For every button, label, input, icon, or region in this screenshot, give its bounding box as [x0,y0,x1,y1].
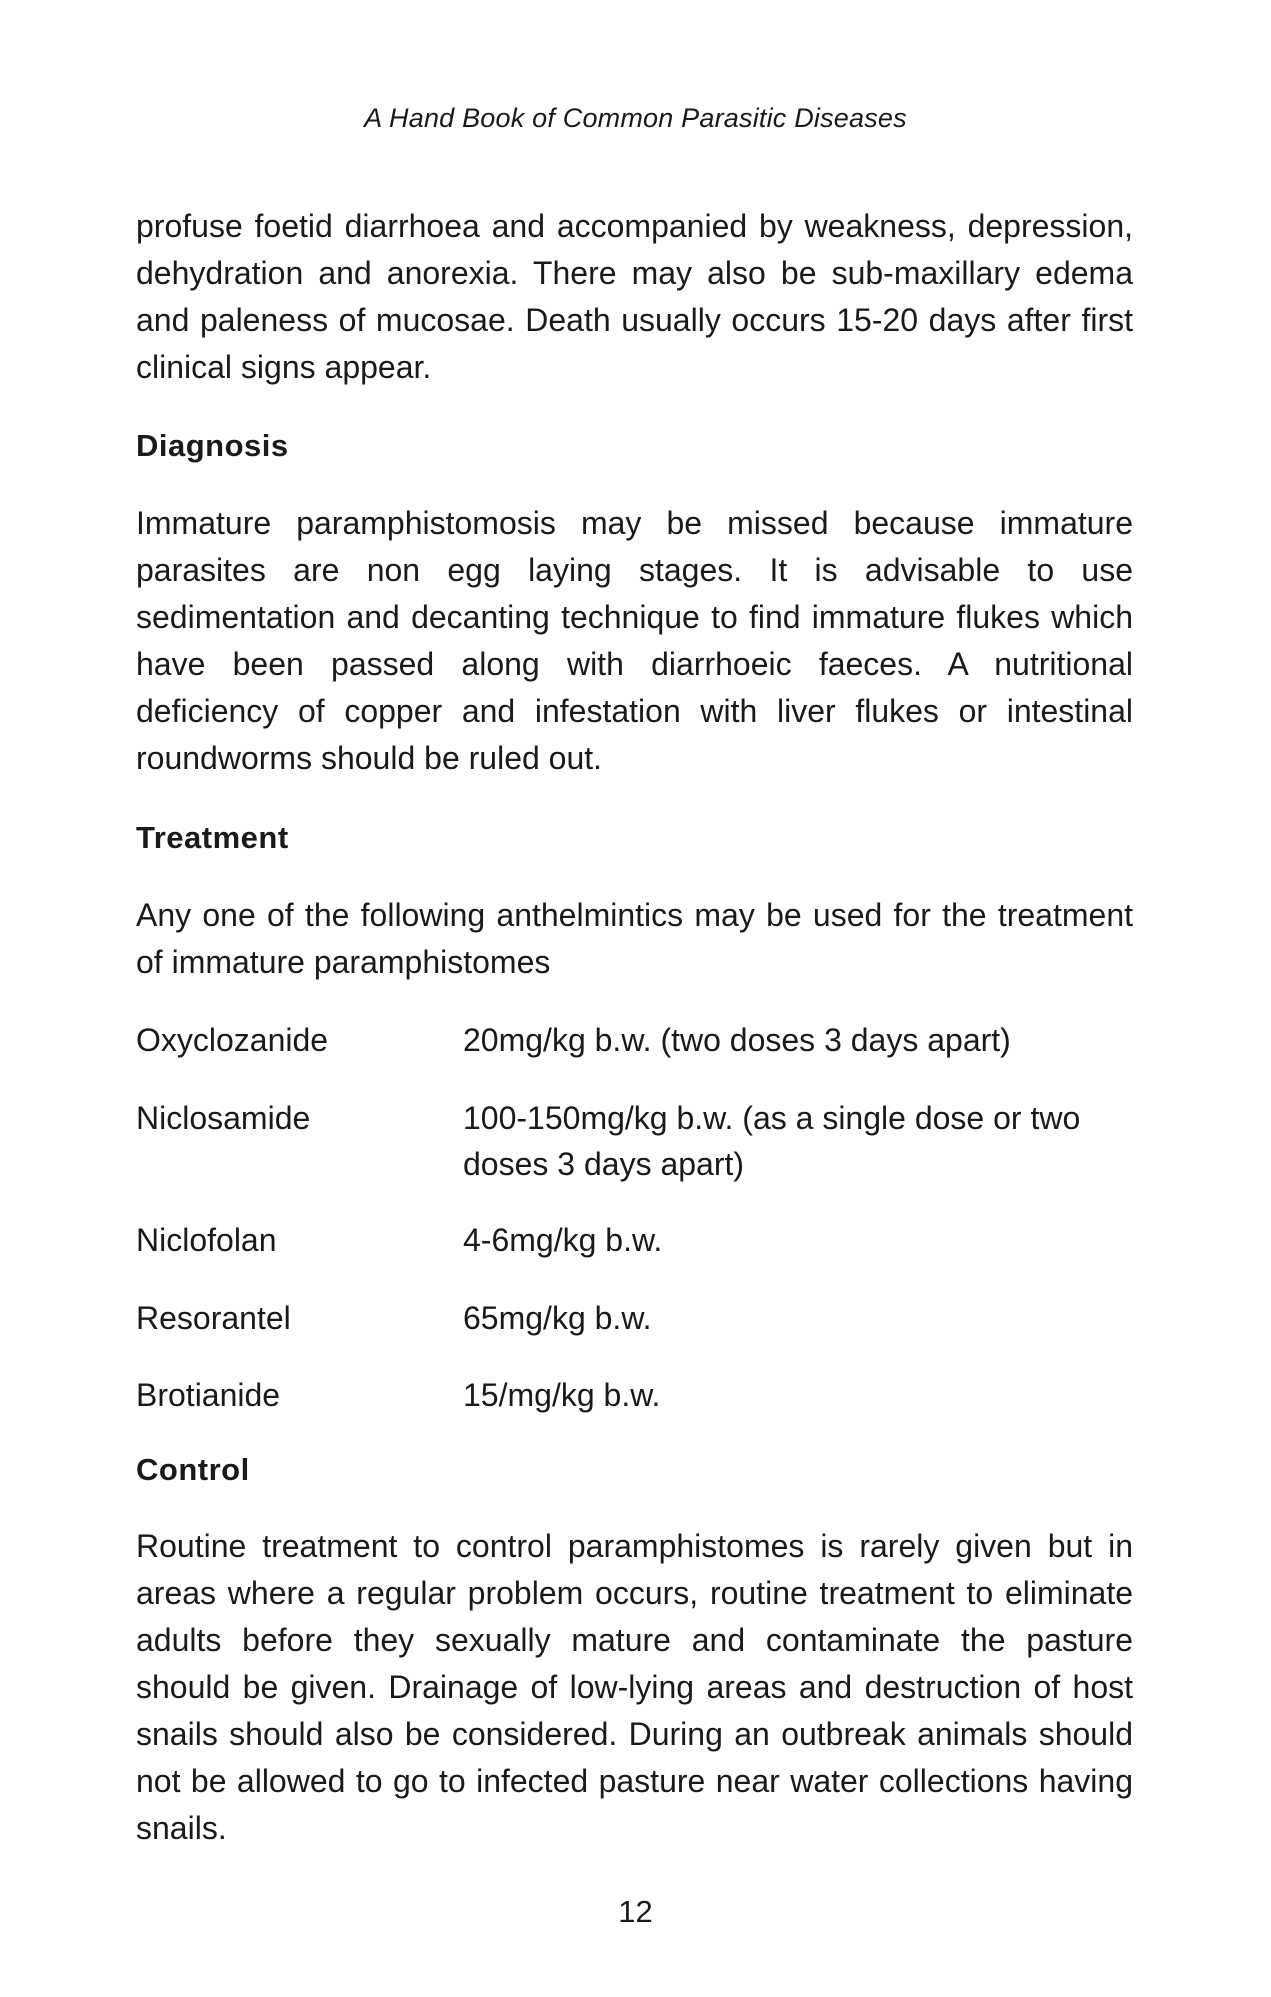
drug-name: Niclofolan [136,1222,277,1258]
control-heading: Control [136,1452,250,1487]
drug-dose: 15/mg/kg b.w. [463,1377,661,1413]
drug-dose: 20mg/kg b.w. (two doses 3 days apart) [463,1022,1011,1058]
drug-name: Resorantel [136,1300,291,1336]
treatment-paragraph: Any one of the following anthelmintics may be used for the treatment of immature paramphistomes [136,897,1133,980]
control-paragraph: Routine treatment to control paramphistomes is rarely given but in areas where a regular problem occurs, routine treatment to eliminate adults before they sexually mature and contaminate the pasture should be given. Drainage of low-lying areas and destruction of host snails should also be considered. During an outbreak animals should not be allowed to go to infected pasture near water collections having snails. [136,1528,1133,1846]
drug-dose: 100-150mg/kg b.w. (as a single dose or two doses 3 days apart) [463,1100,1081,1182]
treatment-heading: Treatment [136,820,289,855]
diagnosis-paragraph: Immature paramphistomosis may be missed because immature parasites are non egg laying stages. It is advisable to use sedimentation and decanting technique to find immature flukes which have been passed along with diarrhoeic faeces. A nutritional deficiency of copper and infestation with liver flukes or intestinal roundworms should be ruled out. [136,505,1133,776]
drug-name: Brotianide [136,1377,281,1413]
running-head: A Hand Book of Common Parasitic Diseases [364,103,907,133]
drug-dose: 4-6mg/kg b.w. [463,1222,663,1258]
intro-paragraph: profuse foetid diarrhoea and accompanied by weakness, depression, dehydration and anorexia. There may also be sub-maxillary edema and paleness of mucosae. Death usually occurs 15-20 days after first clinical signs appear. [136,208,1133,385]
drug-dose: 65mg/kg b.w. [463,1300,652,1336]
diagnosis-heading: Diagnosis [136,428,289,463]
drug-name: Niclosamide [136,1100,311,1136]
page-number: 12 [618,1894,653,1929]
drug-name: Oxyclozanide [136,1022,329,1058]
